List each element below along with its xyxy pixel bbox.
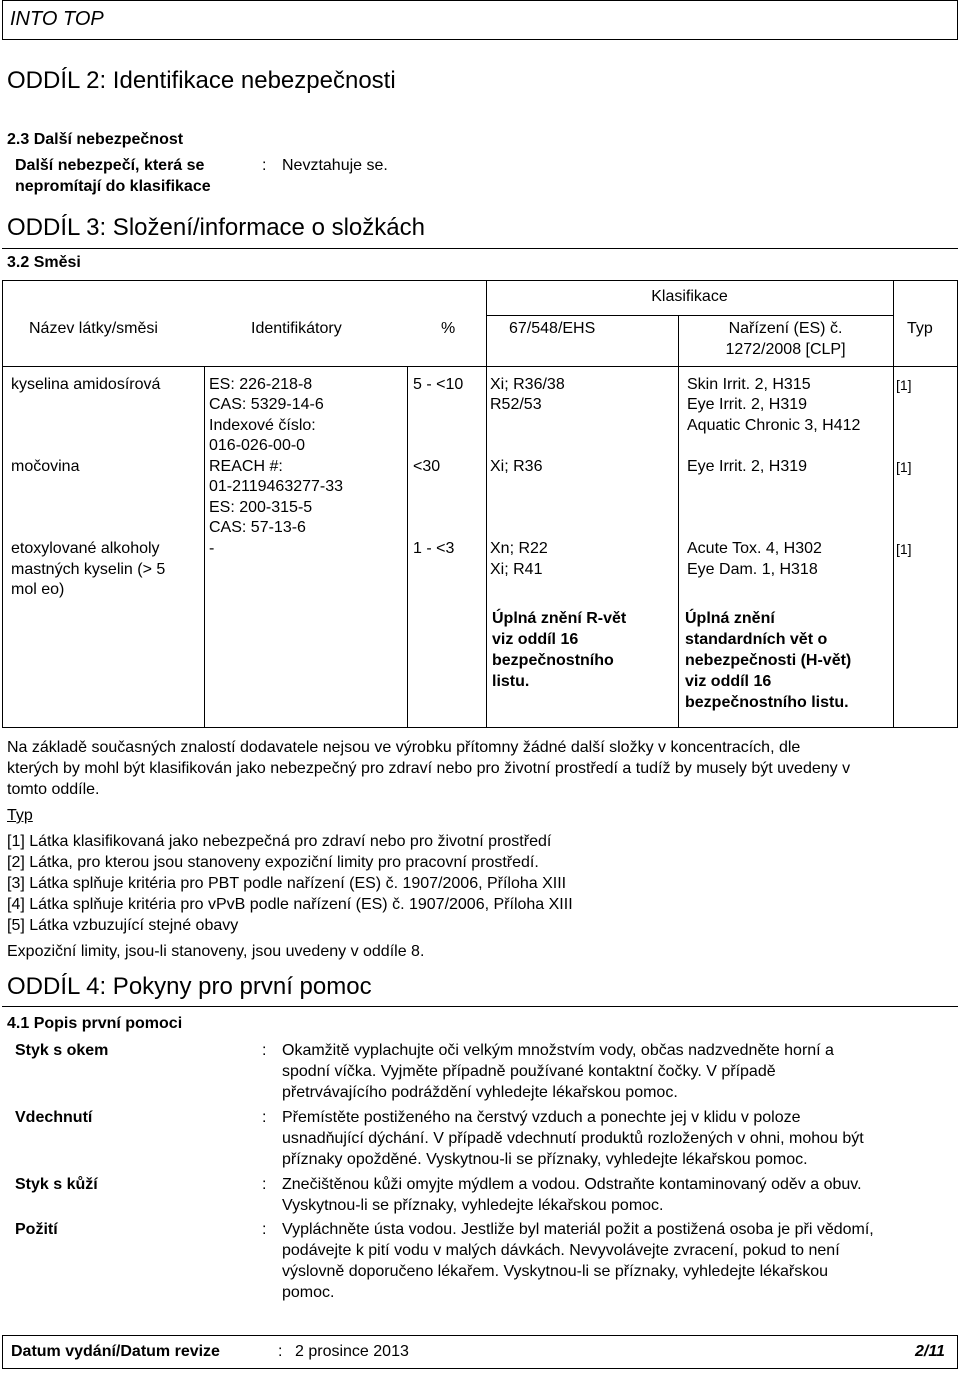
first-aid-inhalation-line2: usnadňující dýchání. V případě vdechnutí produktů rozložených v ohni, mohou být <box>282 1130 864 1147</box>
section-3-title: ODDÍL 3: Složení/informace o složkách <box>7 214 425 241</box>
row1-id-3: Indexové číslo: <box>209 417 316 434</box>
row1-eec-2: R52/53 <box>490 396 542 413</box>
row1-clp-3: Aquatic Chronic 3, H412 <box>687 417 861 434</box>
first-aid-eye-line3: přetrvávajícího podráždění vyhledejte lékařskou pomoc. <box>282 1084 678 1101</box>
type-item-1: [1] Látka klasifikovaná jako nebezpečná pro zdraví nebo pro životní prostředí <box>7 833 552 850</box>
header-clp-line1: Nařízení (ES) č. <box>728 320 843 337</box>
type-item-5: [5] Látka vzbuzující stejné obavy <box>7 917 239 934</box>
first-aid-inhalation-line1: Přemístěte postiženého na čerstvý vzduch a ponechte jej v klidu v poloze <box>282 1109 801 1126</box>
section-4-title: ODDÍL 4: Pokyny pro první pomoc <box>7 973 372 1000</box>
h-note-line4: viz oddíl 16 <box>685 673 772 690</box>
first-aid-ingestion-line3: výslovně doporučeno lékařem. Vyskytnou-li se příznaky, vyhledejte lékařskou <box>282 1263 829 1280</box>
composition-paragraph-line2: kterých by mohl být klasifikován jako nebezpečný pro zdraví nebo pro životní prostředí a tudíž by musely být uvedeny v <box>7 760 851 777</box>
col-sep-3 <box>486 281 487 727</box>
first-aid-ingestion-line1: Vypláchněte ústa vodou. Jestliže byl materiál požit a postižená osoba je při vědomí, <box>282 1221 874 1238</box>
klasifikace-header: Klasifikace <box>651 288 728 305</box>
document-title: INTO TOP <box>10 8 104 30</box>
header-identifiers: Identifikátory <box>251 320 342 337</box>
col-sep-4 <box>678 315 679 727</box>
first-aid-inhalation-colon: : <box>262 1109 267 1126</box>
col-sep-5 <box>893 281 894 727</box>
row3-id-1: - <box>209 540 215 557</box>
row2-id-3: ES: 200-315-5 <box>209 499 313 516</box>
h-note-line5: bezpečnostního listu. <box>685 694 849 711</box>
row2-id-2: 01-2119463277-33 <box>209 478 344 495</box>
row1-id-2: CAS: 5329-14-6 <box>209 396 324 413</box>
h-note-line1: Úplná znění <box>685 610 775 627</box>
row3-percent: 1 - <3 <box>413 540 455 557</box>
footer-page-number: 2/11 <box>915 1343 945 1360</box>
h-note-line2: standardních vět o <box>685 631 828 648</box>
first-aid-eye-colon: : <box>262 1042 267 1059</box>
first-aid-eye-line1: Okamžitě vyplachujte oči velkým množstvím vody, občas nadzvedněte horní a <box>282 1042 834 1059</box>
row1-id-1: ES: 226-218-8 <box>209 376 313 393</box>
section-2-3-heading: 2.3 Další nebezpečnost <box>7 131 184 148</box>
composition-paragraph-line3: tomto oddíle. <box>7 781 100 798</box>
col-sep-1 <box>204 366 205 727</box>
footer-date-label: Datum vydání/Datum revize <box>11 1343 220 1360</box>
row1-eec-1: Xi; R36/38 <box>490 376 565 393</box>
first-aid-eye-label: Styk s okem <box>15 1042 109 1059</box>
row3-name-2: mastných kyselin (> 5 <box>11 561 166 578</box>
first-aid-skin-colon: : <box>262 1176 267 1193</box>
row1-id-4: 016-026-00-0 <box>209 437 306 454</box>
row2-clp-1: Eye Irrit. 2, H319 <box>687 458 808 475</box>
row2-type: [1] <box>896 459 912 475</box>
header-eec: 67/548/EHS <box>509 320 596 337</box>
row1-clp-2: Eye Irrit. 2, H319 <box>687 396 808 413</box>
row2-percent: <30 <box>413 458 441 475</box>
first-aid-skin-line1: Znečištěnou kůži omyjte mýdlem a vodou. Odstraňte kontaminovaný oděv a obuv. <box>282 1176 862 1193</box>
row3-name-3: mol eo) <box>11 581 65 598</box>
composition-paragraph-line1: Na základě současných znalostí dodavatele nejsou ve výrobku přítomny žádné další složky v koncentracích, dle <box>7 739 801 756</box>
first-aid-eye-line2: spodní víčka. Vyjměte případně používané kontaktní čočky. V případě <box>282 1063 776 1080</box>
r-note-line2: viz oddíl 16 <box>492 631 579 648</box>
row1-type: [1] <box>896 377 912 393</box>
header-clp-line2: 1272/2008 [CLP] <box>725 341 846 358</box>
header-type: Typ <box>907 320 933 337</box>
composition-table <box>2 280 958 728</box>
other-hazards-label-line2: nepromítají do klasifikace <box>15 178 211 195</box>
first-aid-skin-label: Styk s kůží <box>15 1176 98 1193</box>
header-percent: % <box>441 320 456 337</box>
first-aid-ingestion-label: Požití <box>15 1221 58 1238</box>
exposure-note: Expoziční limity, jsou-li stanoveny, jsou uvedeny v oddíle 8. <box>7 943 425 960</box>
footer-colon: : <box>278 1343 283 1360</box>
other-hazards-label-line1: Další nebezpečí, která se <box>15 157 205 174</box>
row1-percent: 5 - <10 <box>413 376 464 393</box>
row3-clp-2: Eye Dam. 1, H318 <box>687 561 818 578</box>
section-4-rule <box>2 1006 958 1007</box>
section-4-1-heading: 4.1 Popis první pomoci <box>7 1015 183 1032</box>
first-aid-skin-line2: Vyskytnou-li se příznaky, vyhledejte lékařskou pomoc. <box>282 1197 664 1214</box>
row1-clp-1: Skin Irrit. 2, H315 <box>687 376 811 393</box>
type-item-3: [3] Látka splňuje kritéria pro PBT podle nařízení (ES) č. 1907/2006, Příloha XIII <box>7 875 567 892</box>
first-aid-inhalation-label: Vdechnutí <box>15 1109 93 1126</box>
row2-id-1: REACH #: <box>209 458 283 475</box>
footer-date-value: 2 prosince 2013 <box>295 1343 409 1360</box>
first-aid-inhalation-line3: příznaky opožděné. Vyskytnou-li se příznaky, vyhledejte lékařskou pomoc. <box>282 1151 808 1168</box>
other-hazards-colon: : <box>262 157 267 174</box>
type-heading: Typ <box>7 807 33 824</box>
row2-name: močovina <box>11 458 80 475</box>
type-item-2: [2] Látka, pro kterou jsou stanoveny expoziční limity pro pracovní prostředí. <box>7 854 539 871</box>
row3-eec-1: Xn; R22 <box>490 540 548 557</box>
row3-clp-1: Acute Tox. 4, H302 <box>687 540 822 557</box>
document-header-bar <box>2 0 958 40</box>
row1-name: kyselina amidosírová <box>11 376 161 393</box>
section-3-rule <box>2 248 958 249</box>
header-name: Název látky/směsi <box>29 320 158 337</box>
first-aid-ingestion-colon: : <box>262 1221 267 1238</box>
r-note-line4: listu. <box>492 673 530 690</box>
row3-name-1: etoxylované alkoholy <box>11 540 160 557</box>
table-header-rule <box>3 366 957 367</box>
first-aid-ingestion-line2: podávejte k pití vodu v malých dávkách. Nevyvolávejte zvracení, pokud to není <box>282 1242 840 1259</box>
document-footer <box>2 1335 958 1369</box>
klasifikace-rule <box>486 315 893 316</box>
type-item-4: [4] Látka splňuje kritéria pro vPvB podle nařízení (ES) č. 1907/2006, Příloha XIII <box>7 896 573 913</box>
row3-eec-2: Xi; R41 <box>490 561 543 578</box>
r-note-line3: bezpečnostního <box>492 652 614 669</box>
section-2-title: ODDÍL 2: Identifikace nebezpečnosti <box>7 67 396 94</box>
other-hazards-value: Nevztahuje se. <box>282 157 388 174</box>
row3-type: [1] <box>896 541 912 557</box>
section-3-2-heading: 3.2 Směsi <box>7 254 81 271</box>
h-note-line3: nebezpečnosti (H-vět) <box>685 652 852 669</box>
r-note-line1: Úplná znění R-vět <box>492 610 627 627</box>
row2-id-4: CAS: 57-13-6 <box>209 519 306 536</box>
col-sep-2 <box>407 366 408 727</box>
first-aid-ingestion-line4: pomoc. <box>282 1284 335 1301</box>
row2-eec-1: Xi; R36 <box>490 458 543 475</box>
